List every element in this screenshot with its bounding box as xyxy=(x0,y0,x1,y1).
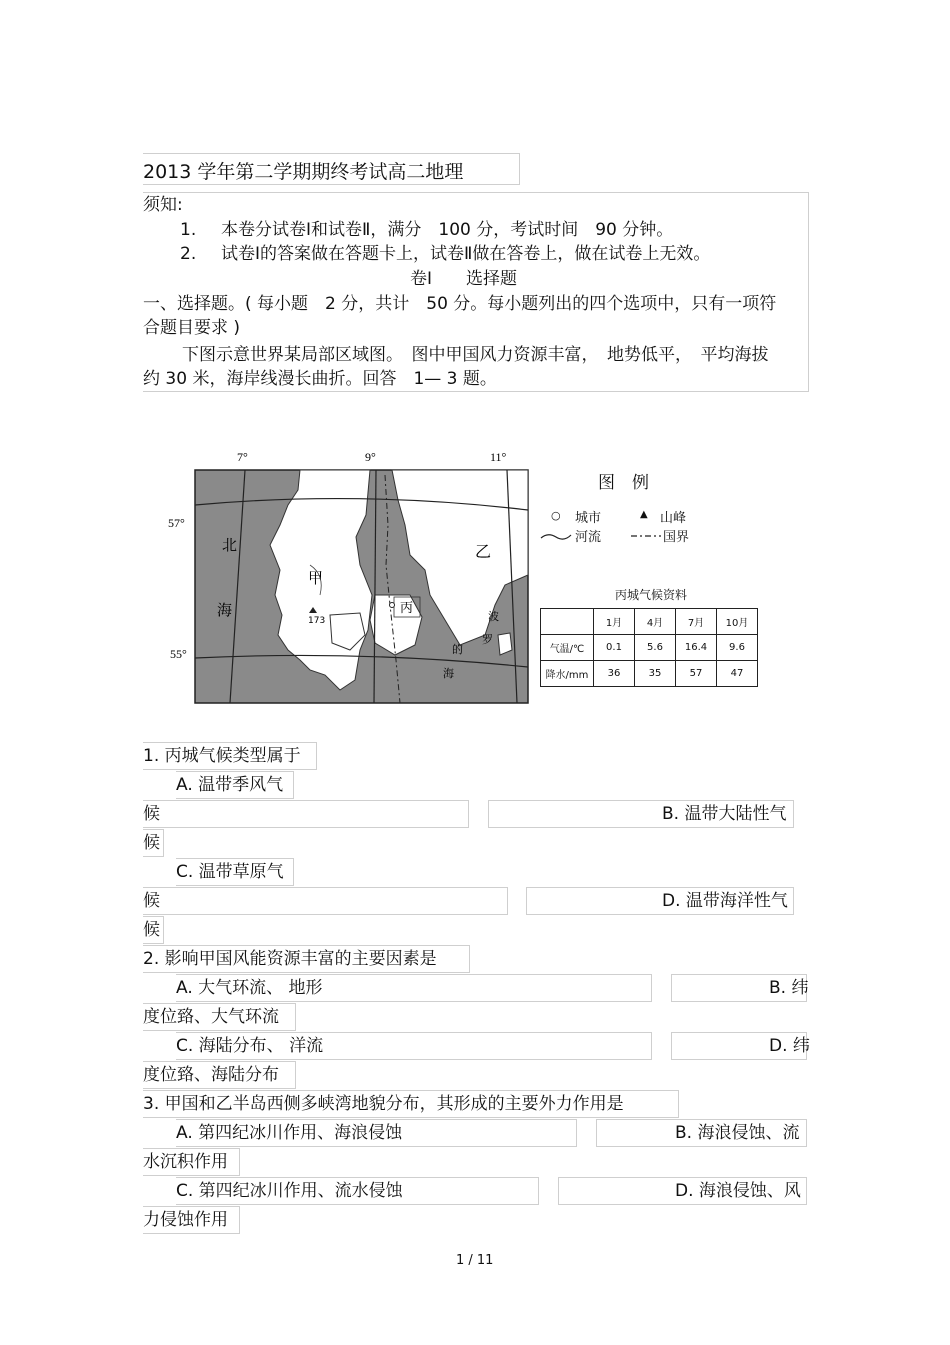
legend-city-icon: ○ xyxy=(551,509,561,522)
part1-instruction-line1: 一、选择题。( 每小题 2 分，共计 50 分。每小题列出的四个选项中，只有一项符 xyxy=(143,294,777,314)
climate-cell: 35 xyxy=(635,661,676,687)
part1-instruction-line2: 合题目要求 ) xyxy=(143,318,241,338)
climate-cell: 57 xyxy=(676,661,717,687)
legend-title: 图 例 xyxy=(598,473,649,493)
label-luo: 罗 xyxy=(482,633,493,646)
climate-cell: 9.6 xyxy=(717,635,758,661)
city-bing-marker xyxy=(390,603,395,608)
lon-label-9: 9° xyxy=(365,450,376,464)
q3-option-b-cont: 水沉积作用 xyxy=(143,1152,228,1172)
q2-option-d-cont: 度位臵、海陆分布 xyxy=(143,1065,279,1085)
q3-option-d-cont: 力侵蚀作用 xyxy=(143,1210,228,1230)
q1-stem: 1. 丙城气候类型属于 xyxy=(143,746,301,766)
q2-option-b[interactable]: B. 纬 xyxy=(769,978,809,998)
q1-c2-box xyxy=(143,887,508,915)
legend-city-label: 城市 xyxy=(575,511,602,526)
section-title: 卷Ⅰ 选择题 xyxy=(410,269,518,289)
climate-table-title: 丙城气候资料 xyxy=(615,588,688,602)
notice-item-2-num: 2. xyxy=(180,244,197,264)
q1-option-b-cont: 候 xyxy=(143,833,160,853)
q2-option-b-cont: 度位臵、大气环流 xyxy=(143,1007,279,1027)
q2-option-a[interactable]: A. 大气环流、 地形 xyxy=(176,978,323,998)
q1-option-d-cont: 候 xyxy=(143,920,160,940)
q3-stem: 3. 甲国和乙半岛西侧多峡湾地貌分布，其形成的主要外力作用是 xyxy=(143,1094,624,1114)
lon-label-11: 11° xyxy=(490,450,507,464)
q1-option-a-cont: 候 xyxy=(143,804,160,824)
label-bing: 丙 xyxy=(400,601,414,616)
notice-item-1-text: 本卷分试卷Ⅰ和试卷Ⅱ，满分 100 分，考试时间 90 分钟。 xyxy=(221,220,674,240)
label-hai: 海 xyxy=(443,667,454,680)
climate-corner xyxy=(541,609,594,635)
legend-border-icon xyxy=(630,530,662,542)
label-jia: 甲 xyxy=(308,569,324,587)
legend-peak-icon: ▲ xyxy=(640,509,648,520)
q2-stem: 2. 影响甲国风能资源丰富的主要因素是 xyxy=(143,949,437,969)
q1-option-d[interactable]: D. 温带海洋性气 xyxy=(662,891,788,911)
climate-cell: 36 xyxy=(594,661,635,687)
intro-line2: 约 30 米，海岸线漫长曲折。回答 1— 3 题。 xyxy=(143,369,497,389)
q3-option-c[interactable]: C. 第四纪冰川作用、流水侵蚀 xyxy=(176,1181,403,1201)
legend-river-icon xyxy=(540,530,572,542)
climate-month: 7月 xyxy=(676,609,717,635)
label-bo: 波 xyxy=(488,610,499,623)
q2-option-d[interactable]: D. 纬 xyxy=(769,1036,810,1056)
q1-option-c[interactable]: C. 温带草原气 xyxy=(176,862,284,882)
q2-option-c[interactable]: C. 海陆分布、 洋流 xyxy=(176,1036,324,1056)
page-number: 1 / 11 xyxy=(456,1253,494,1268)
regional-map xyxy=(160,445,540,710)
peak-height: 173 xyxy=(308,616,326,626)
lat-label-57: 57° xyxy=(168,516,185,530)
legend-border-label: 国界 xyxy=(663,530,690,545)
climate-cell: 16.4 xyxy=(676,635,717,661)
q1-option-b[interactable]: B. 温带大陆性气 xyxy=(662,804,787,824)
climate-row-label: 降水/mm xyxy=(541,661,594,687)
legend-peak-label: 山峰 xyxy=(660,511,687,526)
notice-item-2-text: 试卷Ⅰ的答案做在答题卡上，试卷Ⅱ做在答卷上，做在试卷上无效。 xyxy=(221,244,711,264)
q3-option-d[interactable]: D. 海浪侵蚀、风 xyxy=(675,1181,801,1201)
climate-month: 1月 xyxy=(594,609,635,635)
climate-table xyxy=(540,608,758,687)
q3-option-a[interactable]: A. 第四纪冰川作用、海浪侵蚀 xyxy=(176,1123,403,1143)
climate-cell: 47 xyxy=(717,661,758,687)
climate-cell: 0.1 xyxy=(594,635,635,661)
lon-label-7: 7° xyxy=(237,450,248,464)
climate-cell: 5.6 xyxy=(635,635,676,661)
legend-river-label: 河流 xyxy=(575,530,602,545)
climate-row-temp xyxy=(541,635,758,661)
q1-option-a[interactable]: A. 温带季风气 xyxy=(176,775,284,795)
climate-row-precip xyxy=(541,661,758,687)
page-title: 2013 学年第二学期期终考试高二地理 xyxy=(143,161,464,183)
q3-option-b[interactable]: B. 海浪侵蚀、流 xyxy=(675,1123,800,1143)
q1-a2-box xyxy=(143,800,469,828)
lat-label-55: 55° xyxy=(170,647,187,661)
label-sea: 海 xyxy=(217,601,233,619)
climate-month: 10月 xyxy=(717,609,758,635)
label-north: 北 xyxy=(222,536,238,554)
q1-option-c-cont: 候 xyxy=(143,891,160,911)
intro-line1: 下图示意世界某局部区域图。 图中甲国风力资源丰富， 地势低平， 平均海拔 xyxy=(182,345,769,365)
climate-row-label: 气温/℃ xyxy=(541,635,594,661)
notice-item-1-num: 1. xyxy=(180,220,197,240)
label-de: 的 xyxy=(452,643,463,656)
notice-label: 须知: xyxy=(143,195,183,215)
climate-month: 4月 xyxy=(635,609,676,635)
climate-header-row xyxy=(541,609,758,635)
label-yi: 乙 xyxy=(475,542,492,561)
